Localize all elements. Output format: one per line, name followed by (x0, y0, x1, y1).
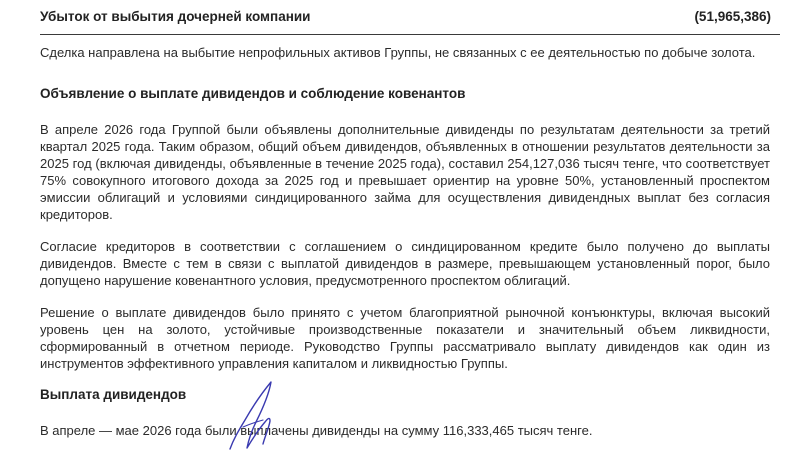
dividend-payment-paragraph: В апреле — мае 2026 года были выплачены дивиденды на сумму 116,333,465 тысяч тенге. (40, 423, 593, 438)
loss-on-disposal-value: (51,965,386) (694, 9, 771, 24)
dividends-covenants-heading: Объявление о выплате дивидендов и соблюдение ковенантов (40, 86, 466, 101)
dividends-declared-paragraph: В апреле 2026 года Группой были объявлены дополнительные дивиденды по результатам деятельности за третий квартал 2025 года. Таким образом, общий объем дивидендов, объявленных в отношении результатов деятельности за 2025 год (включая дивиденды, объявленные в течение 2025 года), составил 254,127,036 тысяч тенге, что соответствует 75% совокупного итогового дохода за 2025 год и превышает ориентир на уровне 50%, установленный проспектом эмиссии облигаций и условиями синдицированного займа для осуществления дивидендных выплат без согласия кредиторов. (40, 122, 770, 222)
loss-on-disposal-row (40, 0, 780, 35)
creditor-consent-paragraph: Согласие кредиторов в соответствии с соглашением о синдицированном кредите было получено до выплаты дивидендов. Вместе с тем в связи с выплатой дивидендов в размере, превышающем установленный порог, было допущено нарушение ковенантного условия, предусмотренного проспектом облигаций. (40, 239, 770, 288)
handwritten-signature (225, 378, 295, 450)
disposal-purpose-paragraph: Сделка направлена на выбытие непрофильных активов Группы, не связанных с ее деятельностью по добыче золота. (40, 45, 756, 60)
dividend-payment-heading: Выплата дивидендов (40, 387, 187, 402)
dividend-decision-paragraph: Решение о выплате дивидендов было принято с учетом благоприятной рыночной конъюнктуры, включая высокий уровень цен на золото, устойчивые производственные показатели и значительный объем ликвидности, сформированный в отчетном периоде. Руководство Группы рассматривало выплату дивидендов как один из инструментов эффективного управления капиталом и ликвидностью Группы. (40, 305, 770, 371)
loss-on-disposal-label: Убыток от выбытия дочерней компании (40, 9, 311, 24)
